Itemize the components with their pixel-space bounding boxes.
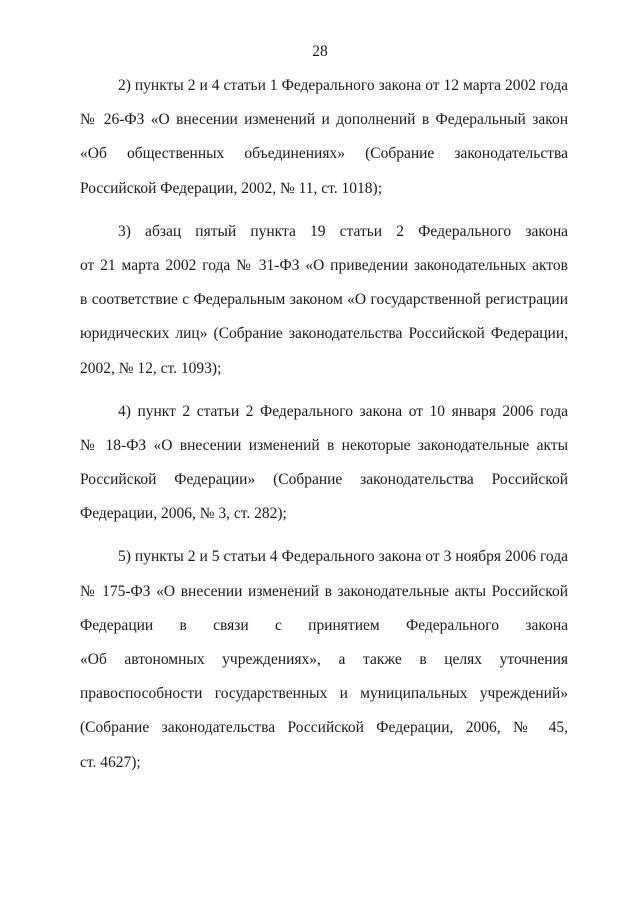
list-item-2 [80, 69, 568, 206]
text-line: Российской Федерации» (Собрание законодательства Российской [80, 471, 568, 489]
page-number: 28 [312, 43, 328, 60]
text-line: (Собрание законодательства Российской Федерации, 2006, № 45, [80, 719, 568, 737]
text-line: юридических лиц» (Собрание законодательства Российской Федерации, [80, 325, 568, 343]
document-body [80, 69, 568, 789]
text-line: от 21 марта 2002 года № 31-ФЗ «О приведении законодательных актов [80, 256, 568, 274]
text-line: «Об автономных учреждениях», а также в целях уточнения [80, 651, 568, 668]
list-item-5 [80, 540, 568, 779]
text-line: в соответствие с Федеральным законом «О государственной регистрации [80, 291, 568, 309]
text-line: 2002, № 12, ст. 1093); [80, 359, 222, 377]
text-line: Федерации в связи с принятием Федерального закона [80, 616, 568, 634]
list-item-3 [80, 215, 568, 386]
text-line: № 26-ФЗ «О внесении изменений и дополнений в Федеральный закон [80, 111, 568, 129]
text-line: № 18-ФЗ «О внесении изменений в некоторые законодательные акты [80, 436, 568, 454]
text-line: 5) пункты 2 и 5 статьи 4 Федерального закона от 3 ноября 2006 года [118, 548, 568, 566]
list-item-4 [80, 395, 568, 532]
text-line: ст. 4627); [80, 753, 141, 771]
text-line: Федерации, 2006, № 3, ст. 282); [80, 505, 287, 523]
text-line: 2) пункты 2 и 4 статьи 1 Федерального закона от 12 марта 2002 года [118, 77, 568, 94]
text-line: «Об общественных объединениях» (Собрание законодательства [80, 145, 568, 163]
text-line: № 175-ФЗ «О внесении изменений в законодательные акты Российской [80, 582, 568, 600]
text-line: Российской Федерации, 2002, № 11, ст. 1018); [80, 179, 383, 197]
text-line: 3) абзац пятый пункта 19 статьи 2 Федерального закона [118, 222, 568, 240]
text-line: правоспособности государственных и муниципальных учреждений» [80, 685, 568, 703]
text-line: 4) пункт 2 статьи 2 Федерального закона от 10 января 2006 года [118, 402, 568, 420]
